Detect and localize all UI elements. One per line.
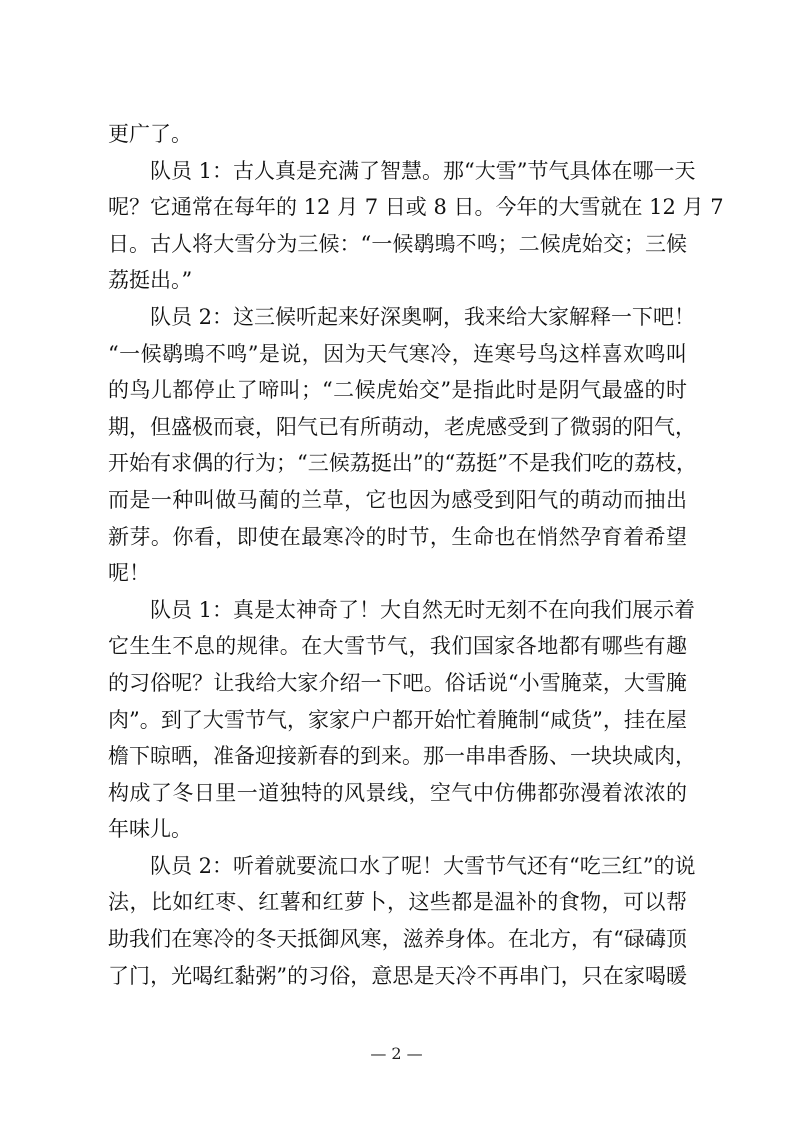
text-line: 日。古人将大雪分为三候：“一候鹖鴠不鸣；二候虎始交；三候 bbox=[108, 231, 687, 256]
text-line: 队员 2：这三候听起来好深奥啊，我来给大家解释一下吧！ bbox=[150, 304, 696, 329]
text-line: 的习俗呢？让我给大家介绍一下吧。俗话说“小雪腌菜，大雪腌 bbox=[108, 670, 687, 695]
paragraph bbox=[108, 592, 696, 848]
document-body bbox=[108, 116, 724, 994]
text-line: 年味儿。 bbox=[108, 817, 192, 842]
text-line: 开始有求偶的行为；“三候荔挺出”的“荔挺”不是我们吃的荔枝， bbox=[108, 451, 697, 476]
text-line: 助我们在寒冷的冬天抵御风寒，滋养身体。在北方，有“碌碡顶 bbox=[108, 927, 687, 952]
text-line: 法，比如红枣、红薯和红萝卜，这些都是温补的食物，可以帮 bbox=[108, 890, 687, 915]
text-line: 了门，光喝红黏粥”的习俗，意思是天冷不再串门，只在家喝暖 bbox=[108, 963, 687, 988]
text-line: 期，但盛极而衰，阳气已有所萌动，老虎感受到了微弱的阳气， bbox=[108, 414, 696, 439]
text-line: 荔挺出。” bbox=[108, 268, 193, 293]
text-line: 肉”。到了大雪节气，家家户户都开始忙着腌制“咸货”，挂在屋 bbox=[108, 707, 687, 732]
text-line: 新芽。你看，即使在最寒冷的时节，生命也在悄然孕育着希望 bbox=[108, 524, 687, 549]
text-line: 它生生不息的规律。在大雪节气，我们国家各地都有哪些有趣 bbox=[108, 634, 687, 659]
paragraph bbox=[108, 153, 724, 299]
paragraph bbox=[108, 299, 697, 592]
text-line: 更广了。 bbox=[108, 122, 192, 146]
text-line: 呢！ bbox=[108, 561, 150, 586]
text-line: 呢？它通常在每年的 12 月 7 日或 8 日。今年的大雪就在 12 月 7 bbox=[108, 195, 724, 220]
paragraph bbox=[108, 848, 696, 994]
page-number: — 2 — bbox=[370, 1044, 423, 1063]
text-line: 的鸟儿都停止了啼叫；“二候虎始交”是指此时是阴气最盛的时 bbox=[108, 378, 687, 403]
text-line: 檐下晾晒，准备迎接新春的到来。那一串串香肠、一块块咸肉， bbox=[108, 744, 696, 769]
text-line: 构成了冬日里一道独特的风景线，空气中仿佛都弥漫着浓浓的 bbox=[108, 780, 687, 805]
text-line: “一候鹖鴠不鸣”是说，因为天气寒冷，连寒号鸟这样喜欢鸣叫 bbox=[108, 341, 687, 366]
text-line: 队员 1：古人真是充满了智慧。那“大雪”节气具体在哪一天 bbox=[150, 158, 696, 183]
text-line: 队员 1：真是太神奇了！大自然无时无刻不在向我们展示着 bbox=[150, 597, 696, 622]
text-line: 而是一种叫做马蔺的兰草，它也因为感受到阳气的萌动而抽出 bbox=[108, 487, 687, 512]
text-line: 队员 2：听着就要流口水了呢！大雪节气还有“吃三红”的说 bbox=[150, 853, 696, 878]
paragraph bbox=[108, 116, 687, 153]
